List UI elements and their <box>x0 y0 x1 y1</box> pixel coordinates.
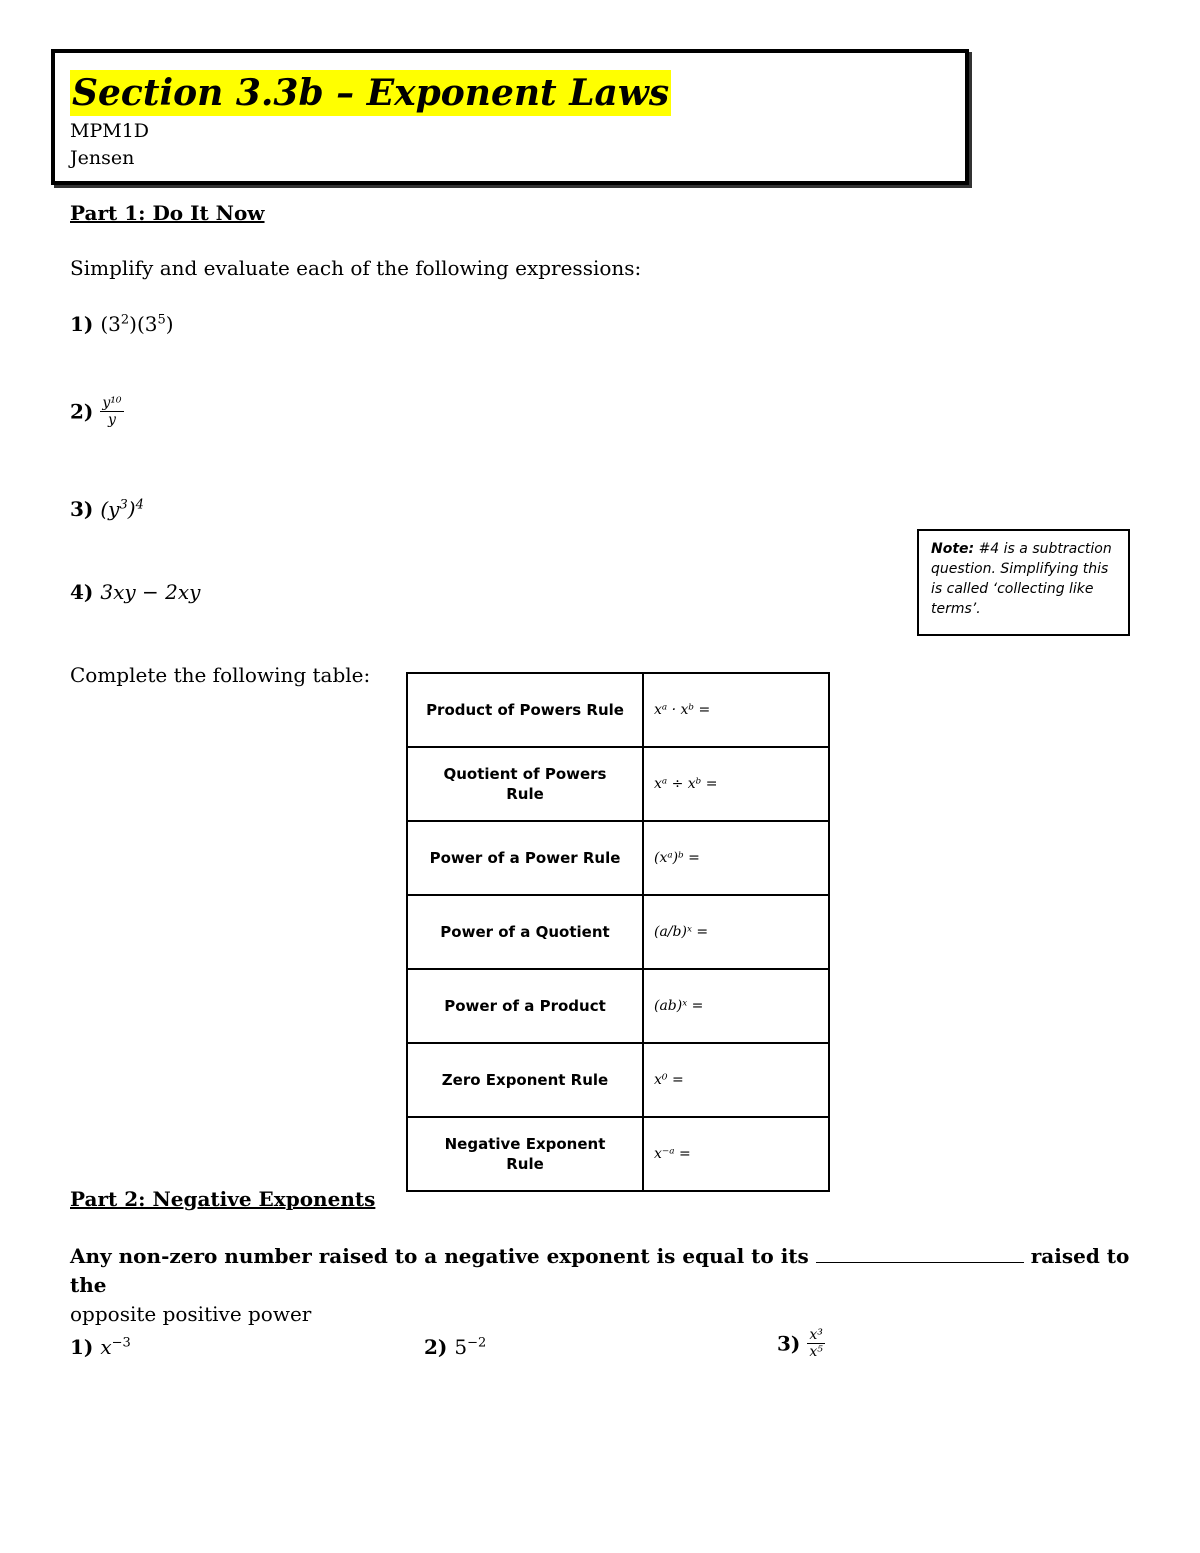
rule-formula[interactable]: x⁰ = <box>643 1043 829 1117</box>
fill-in-blank[interactable] <box>816 1246 1024 1263</box>
rule-formula[interactable]: x⁻ᵃ = <box>643 1117 829 1191</box>
rule-name: Zero Exponent Rule <box>407 1043 643 1117</box>
rule-formula[interactable]: xᵃ · xᵇ = <box>643 673 829 747</box>
rule-name: Product of Powers Rule <box>407 673 643 747</box>
part2-question-1: 1) $x^{-3}$ <box>70 1335 131 1359</box>
question-2: 2) $\frac{\text{y¹⁰}}{y}$ <box>70 395 122 428</box>
part2-heading: Part 2: Negative Exponents <box>70 1187 376 1211</box>
note-box: Note: #4 is a subtraction question. Simplifying this is called ‘collecting like terms’. <box>917 529 1130 636</box>
course-code: MPM1D <box>70 120 150 142</box>
part1-instruction: Simplify and evaluate each of the following expressions: <box>70 256 642 280</box>
table-row <box>407 969 829 1043</box>
part2-question-2: 2) $5^{-2}$ <box>424 1335 487 1359</box>
rule-formula[interactable]: (ab)ˣ = <box>643 969 829 1043</box>
exponent-rules-table <box>406 672 830 1192</box>
rule-name: Power of a Power Rule <box>407 821 643 895</box>
part1-heading: Part 1: Do It Now <box>70 201 265 225</box>
table-row <box>407 895 829 969</box>
table-prompt: Complete the following table: <box>70 663 371 687</box>
part2-question-3: 3) $\frac{\text{x³}}{\text{x⁵}}$ <box>777 1327 823 1360</box>
teacher-name: Jensen <box>70 147 135 169</box>
fraction: $\frac{\text{y¹⁰}}{y}$ <box>102 395 122 428</box>
rule-name: Power of a Quotient <box>407 895 643 969</box>
page-title: Section 3.3b – Exponent Laws <box>72 72 670 114</box>
table-row <box>407 747 829 821</box>
rule-formula[interactable]: (xᵃ)ᵇ = <box>643 821 829 895</box>
question-3: 3) $(y^3)^4$ <box>70 497 144 521</box>
rule-formula[interactable]: xᵃ ÷ xᵇ = <box>643 747 829 821</box>
table-row <box>407 821 829 895</box>
rule-name: Negative Exponent Rule <box>407 1117 643 1191</box>
question-4: 4) 3xy − 2xy <box>70 580 201 604</box>
part2-statement: Any non-zero number raised to a negative exponent is equal to its raised to the opposite positive power <box>70 1244 1130 1326</box>
table-row <box>407 673 829 747</box>
rule-name: Power of a Product <box>407 969 643 1043</box>
table-row <box>407 1043 829 1117</box>
fraction: $\frac{\text{x³}}{\text{x⁵}}$ <box>809 1327 823 1360</box>
table-row <box>407 1117 829 1191</box>
rule-formula[interactable]: (a/b)ˣ = <box>643 895 829 969</box>
rule-name: Quotient of Powers Rule <box>407 747 643 821</box>
question-1: 1) $(3^2)(3^5)$ <box>70 312 174 336</box>
